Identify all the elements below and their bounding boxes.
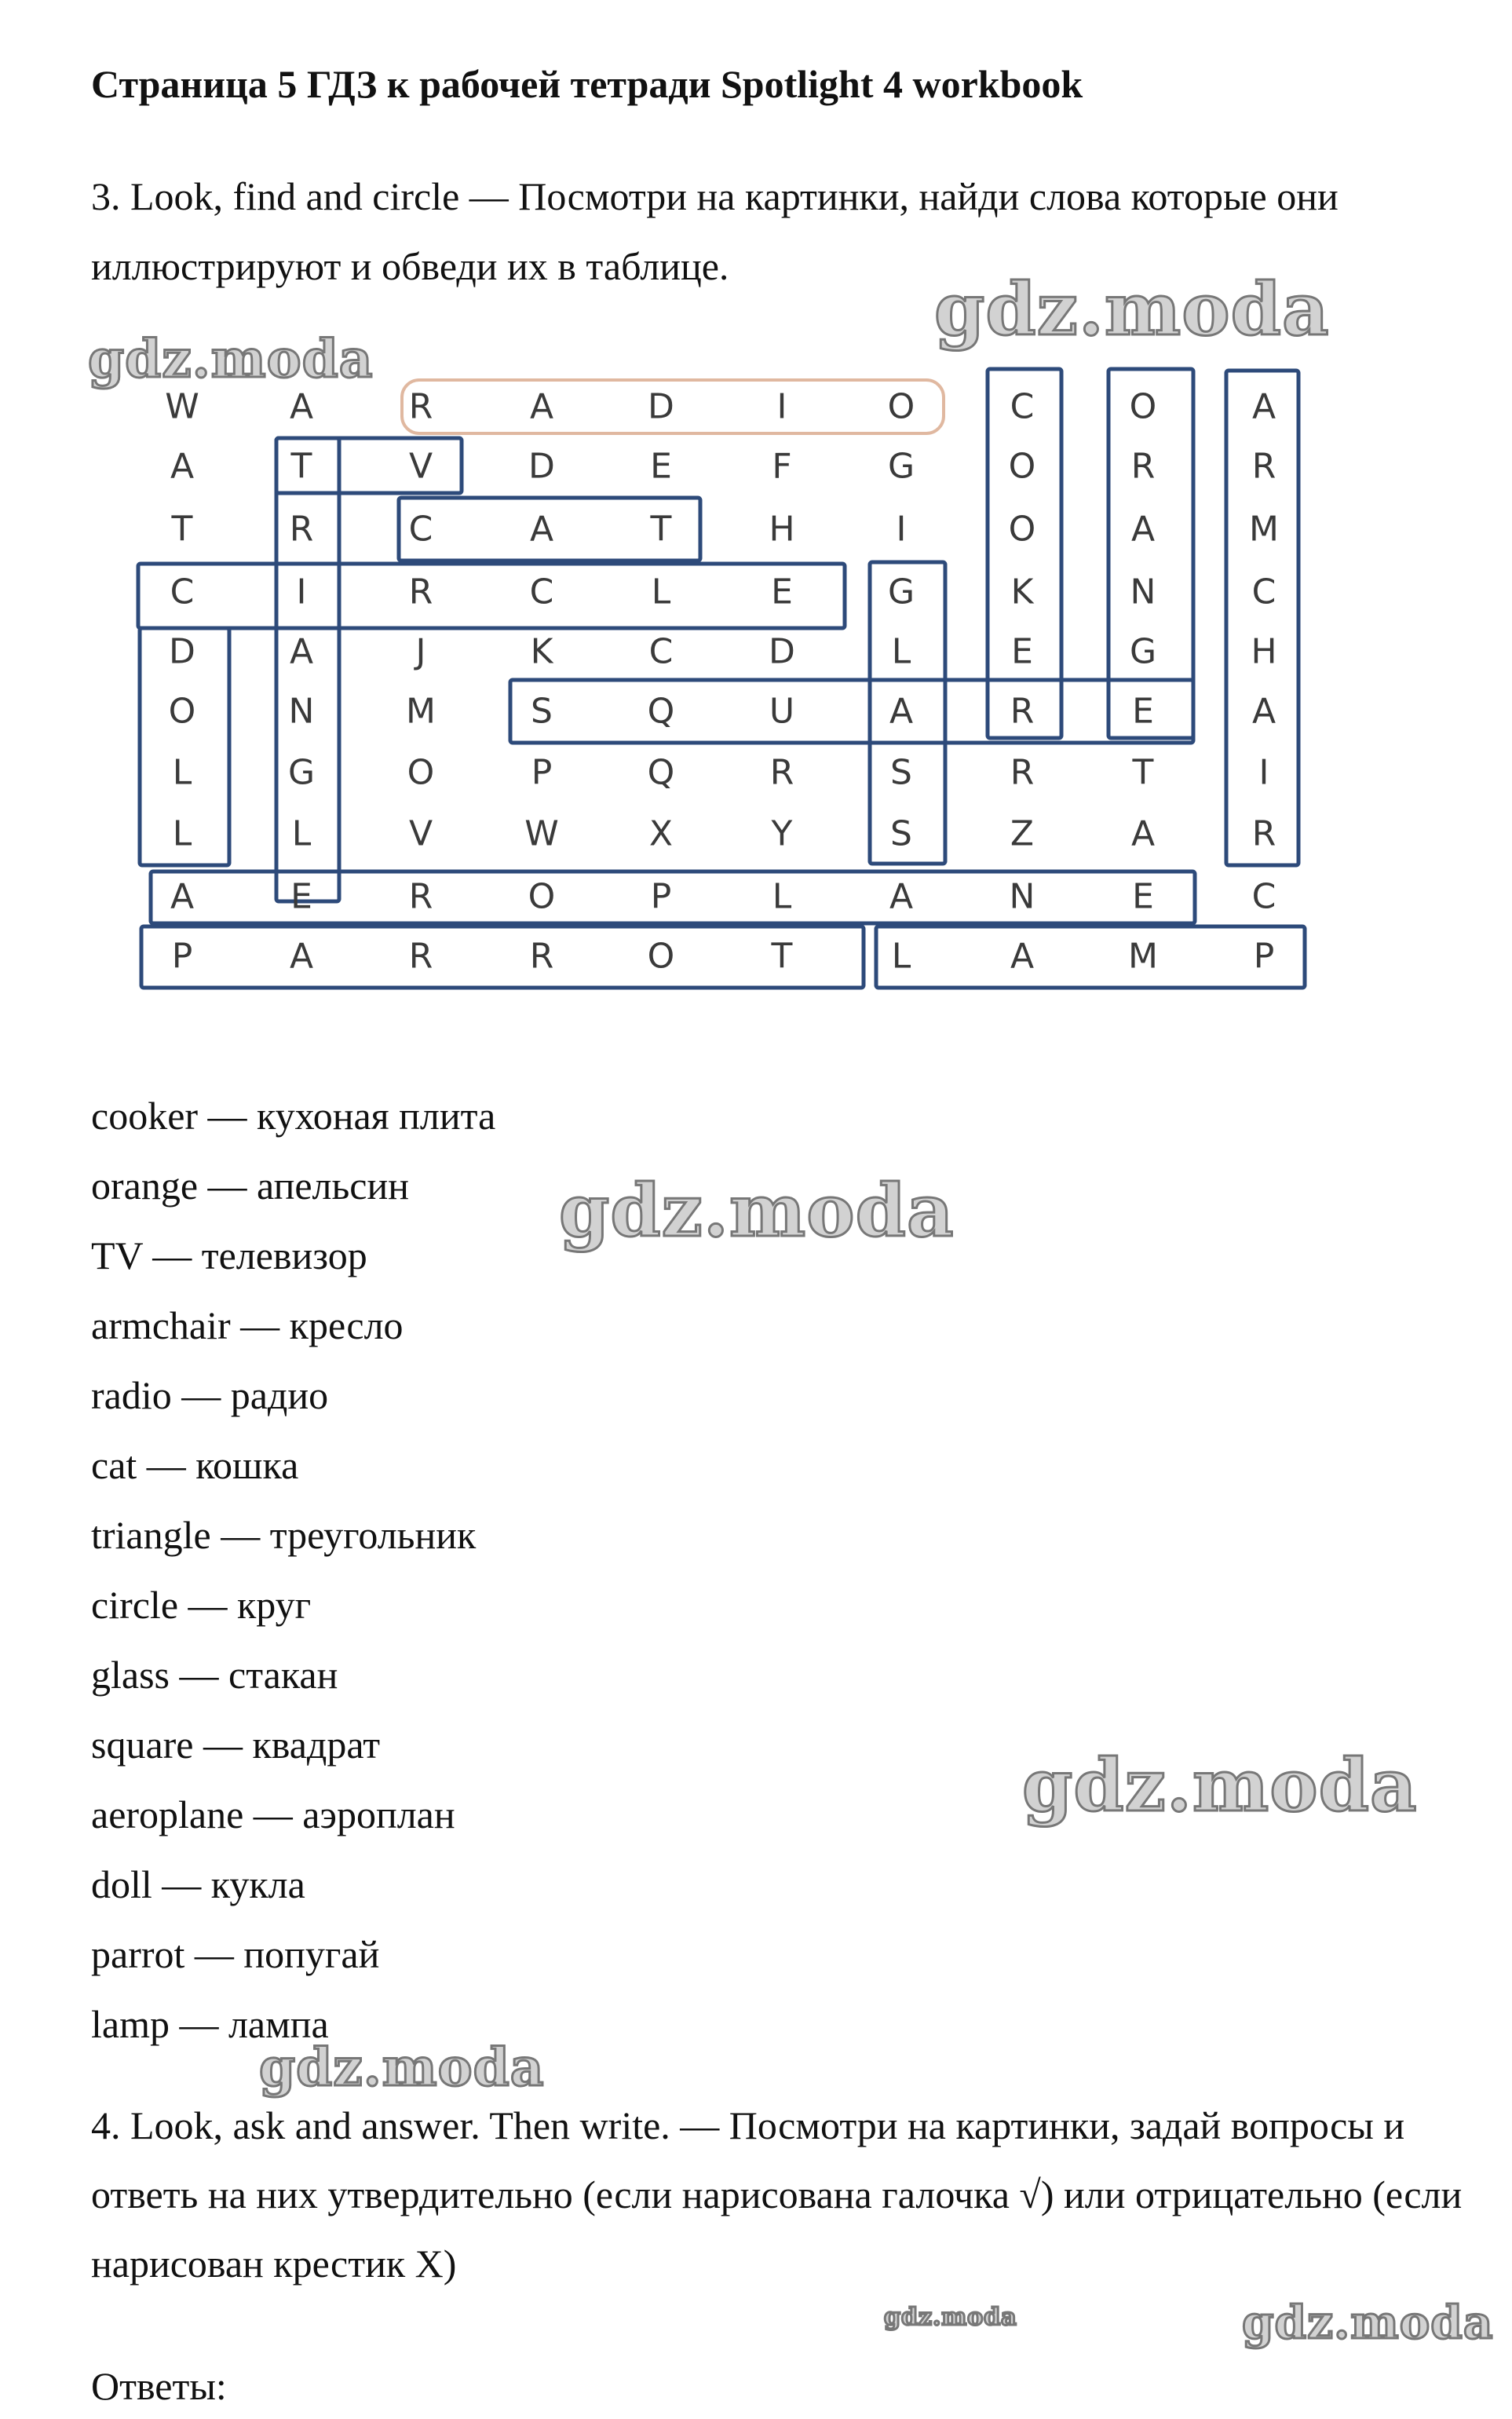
grid-letter: E (1132, 876, 1154, 917)
grid-letter: T (290, 446, 312, 487)
grid-letter: R (408, 386, 433, 427)
grid-letter: R (408, 936, 433, 977)
grid-letter: T (771, 936, 793, 977)
grid-letter: A (1130, 813, 1156, 854)
grid-letter: A (1010, 936, 1035, 977)
grid-letter: F (772, 446, 792, 487)
grid-letter: P (1253, 936, 1275, 977)
grid-letter: A (170, 876, 195, 917)
grid-letter: C (529, 572, 554, 612)
vocab-item: parrot — попугай (91, 1932, 380, 1976)
grid-letter: A (889, 876, 914, 917)
grid-letter: I (776, 386, 787, 427)
grid-letter: Q (647, 752, 675, 793)
grid-letter: A (889, 691, 914, 732)
word-highlights (138, 369, 1305, 988)
word-box-square (510, 680, 1193, 743)
grid-letter: O (1008, 446, 1036, 487)
watermark: gdz.moda (934, 267, 1330, 352)
grid-letter: A (289, 631, 314, 672)
grid-letter: G (887, 446, 915, 487)
grid-letter: L (891, 631, 911, 672)
grid-letter: M (1128, 936, 1158, 977)
grid-letter: D (769, 631, 795, 672)
grid-letter: E (290, 876, 312, 917)
grid-letter: A (1251, 691, 1276, 732)
word-box-circle (138, 564, 845, 628)
vocab-item: square — квадрат (91, 1723, 381, 1767)
grid-letter: A (170, 446, 195, 487)
grid-letter: E (1011, 631, 1033, 672)
grid-letter: L (772, 876, 792, 917)
grid-letter: L (172, 813, 192, 854)
grid-letter: O (1129, 386, 1157, 427)
grid-letter: C (170, 572, 195, 612)
grid-letter: A (529, 509, 554, 550)
grid-letter: X (648, 813, 674, 854)
grid-letter: K (530, 631, 553, 672)
grid-letter: M (1249, 509, 1279, 550)
grid-letter: L (291, 813, 312, 854)
grid-letter: O (887, 386, 915, 427)
grid-letter: R (1251, 813, 1276, 854)
watermark: gdz.moda (88, 328, 374, 389)
grid-letter: O (647, 936, 675, 977)
grid-letter: K (1010, 572, 1034, 612)
grid-letter: O (1008, 509, 1036, 550)
grid-letter: D (169, 631, 195, 672)
grid-letter: C (1010, 386, 1035, 427)
grid-letter: T (650, 509, 672, 550)
grid-letter: H (769, 509, 795, 550)
grid-letter: W (165, 386, 199, 427)
grid-letter: A (289, 936, 314, 977)
watermark: gdz.moda (1022, 1743, 1418, 1828)
grid-letter: O (528, 876, 556, 917)
grid-letter: G (287, 752, 316, 793)
grid-letter: R (1130, 446, 1156, 487)
task-3-instructions: 3. Look, find and circle — Посмотри на картинки, найди слова которые они иллюстрируют и обведи их в таблице. (91, 174, 1339, 288)
grid-letter: P (650, 876, 672, 917)
grid-letter: G (1129, 631, 1157, 672)
grid-letter: O (168, 691, 196, 732)
grid-letter: R (1010, 752, 1035, 793)
grid-letter: S (890, 813, 912, 854)
grid-letter: L (891, 936, 911, 977)
grid-letter: L (651, 572, 671, 612)
grid-letter: I (296, 572, 307, 612)
vocab-item: glass — стакан (91, 1653, 338, 1697)
grid-letter: N (288, 691, 315, 732)
grid-letter: S (531, 691, 553, 732)
vocab-item: armchair — кресло (91, 1303, 404, 1347)
watermark: gdz.moda (884, 2304, 1017, 2331)
word-box-lamp (876, 926, 1305, 988)
vocab-item: triangle — треугольник (91, 1513, 477, 1557)
grid-letter: R (1010, 691, 1035, 732)
grid-letter: V (408, 813, 433, 854)
vocabulary-list (91, 1081, 495, 2059)
grid-letter: R (289, 509, 314, 550)
grid-letter: I (896, 509, 907, 550)
grid-letter: R (408, 876, 433, 917)
watermark: gdz.moda (559, 1168, 955, 1253)
grid-letter: D (528, 446, 555, 487)
vocab-item: cat — кошка (91, 1443, 299, 1487)
grid-letter: L (172, 752, 192, 793)
grid-letter: R (408, 572, 433, 612)
grid-letter: Z (1010, 813, 1035, 854)
task-4-instructions: 4. Look, ask and answer. Then write. — Посмотри на картинки, задай вопросы и ответь на них утвердительно (если нарисована галочка √) или отрицательно (если нарисован крестик Х) (91, 2103, 1463, 2286)
grid-letter: W (524, 813, 559, 854)
watermark: gdz.moda (1242, 2296, 1494, 2349)
grid-letter: R (529, 936, 554, 977)
vocab-item: cooker — кухоная плита (91, 1094, 496, 1138)
word-search-grid (0, 0, 1512, 1021)
grid-letter: C (1251, 572, 1276, 612)
grid-letter: A (289, 386, 314, 427)
grid-letter: U (769, 691, 795, 732)
grid-letter: R (769, 752, 794, 793)
answers-label: Ответы: (91, 2364, 227, 2408)
grid-letter: I (1258, 752, 1269, 793)
vocab-item: doll — кукла (91, 1862, 305, 1906)
grid-letter: C (648, 631, 674, 672)
grid-letter: Q (647, 691, 675, 732)
grid-letter: E (771, 572, 793, 612)
grid-letter: A (1251, 386, 1276, 427)
grid-letter: O (407, 752, 435, 793)
grid-letter: P (171, 936, 193, 977)
grid-letter: G (887, 572, 915, 612)
grid-letter: C (408, 509, 433, 550)
vocab-item: orange — апельсин (91, 1164, 409, 1208)
vocab-item: circle — круг (91, 1583, 312, 1627)
grid-letter: S (890, 752, 912, 793)
vocab-item: TV — телевизор (91, 1233, 367, 1277)
grid-letter: M (406, 691, 436, 732)
grid-letter: A (529, 386, 554, 427)
grid-letter: T (1132, 752, 1154, 793)
vocab-item: aeroplane — аэроплан (91, 1792, 455, 1836)
grid-letter: N (1009, 876, 1035, 917)
word-box-parrot (141, 926, 864, 988)
vocab-item: radio — радио (91, 1373, 329, 1417)
grid-letter: A (1130, 509, 1156, 550)
grid-letter: V (408, 446, 433, 487)
vocab-item: lamp — лампа (91, 2002, 329, 2046)
watermark: gdz.moda (259, 2037, 545, 2098)
grid-letter: D (648, 386, 674, 427)
grid-letter: E (650, 446, 672, 487)
grid-letter: P (531, 752, 553, 793)
grid-letter: E (1132, 691, 1154, 732)
grid-letter: J (415, 631, 426, 672)
page-title: Страница 5 ГДЗ к рабочей тетради Spotlight 4 workbook (91, 62, 1083, 106)
grid-letter: T (171, 509, 193, 550)
grid-letter: H (1251, 631, 1277, 672)
grid-letter: C (1251, 876, 1276, 917)
grid-letter: N (1130, 572, 1156, 612)
grid-letter: Y (771, 813, 793, 854)
grid-letter: R (1251, 446, 1276, 487)
